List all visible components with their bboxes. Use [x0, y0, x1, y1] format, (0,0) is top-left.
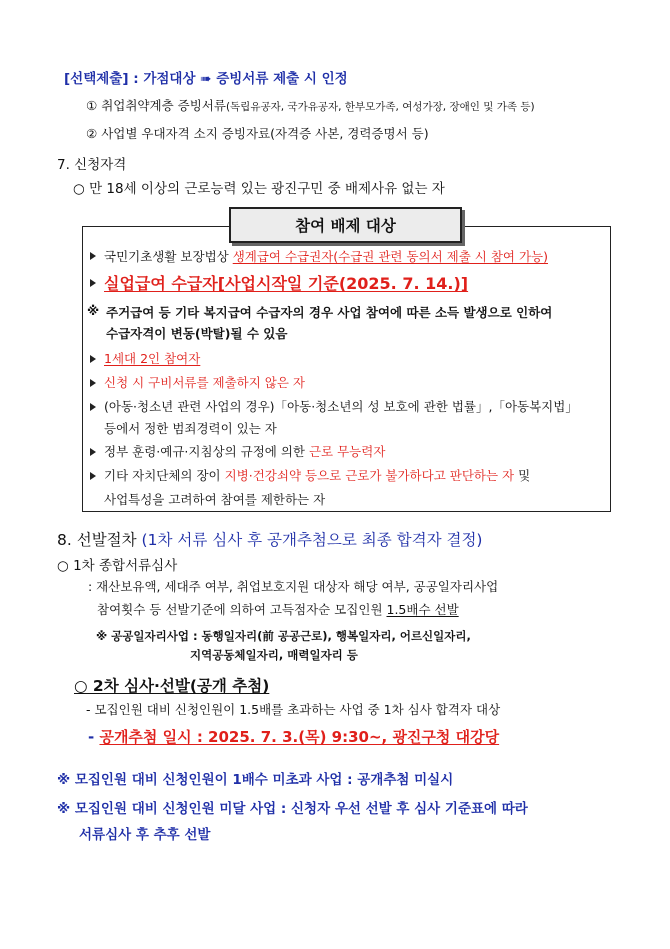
optional-title: 가점대상 — [143, 71, 196, 87]
triangle-bullet-icon — [90, 448, 96, 456]
triangle-bullet-icon — [90, 472, 96, 480]
section8-heading — [57, 528, 482, 550]
optional-colon: : — [128, 71, 144, 87]
step1-line1: : 재산보유액, 세대주 여부, 취업보호지원 대상자 해당 여부, 공공일자리사업 — [88, 579, 499, 594]
exclusion-item-7-line2: 사업특성을 고려하여 참여를 제한하는 자 — [104, 492, 326, 507]
exclusion-note-mark: ※ — [87, 303, 100, 318]
exclusion-item-5-line1: (아동·청소년 관련 사업의 경우)「아동·청소년의 성 보호에 관한 법률」,「아동복지법」 — [104, 399, 578, 414]
step2-heading: ○ 2차 심사·선발(공개 추첨) — [74, 677, 270, 695]
item-highlight: 지병·건강쇠약 등으로 근로가 불가하다고 판단하는 자 — [224, 468, 515, 483]
optional-item-2 — [86, 124, 429, 142]
note-2-cont: 서류심사 후 추후 선발 — [79, 827, 211, 843]
triangle-bullet-icon — [90, 252, 96, 260]
optional-text: 증빙서류 제출 시 인정 — [216, 71, 348, 87]
exclusion-note-line1: 주거급여 등 기타 복지급여 수급자의 경우 사업 참여에 따른 소득 발생으로 인하여 — [106, 305, 553, 320]
item-small: (독립유공자, 국가유공자, 한부모가족, 여성가장, 장애인 및 가족 등) — [225, 101, 535, 113]
optional-item-1 — [86, 96, 535, 114]
dash: - — [88, 728, 100, 746]
item-text: 기타 자치단체의 장이 — [104, 468, 225, 483]
triangle-bullet-icon — [90, 355, 96, 363]
arrow-icon: ➠ — [200, 71, 212, 87]
item-text: 국민기초생활 보장법상 — [104, 249, 233, 264]
eligibility-text: 만 18세 이상의 근로능력 있는 광진구민 중 배제사유 없는 자 — [89, 181, 445, 197]
exclusion-item-1 — [104, 247, 548, 265]
exclusion-title: 참여 배제 대상 — [229, 207, 462, 243]
step1-note-line2: 지역공동체일자리, 매력일자리 등 — [190, 648, 358, 662]
step1-highlight: 1.5배수 선발 — [386, 602, 459, 617]
note-1: ※ 모집인원 대비 신청인원이 1배수 미초과 사업 : 공개추첨 미실시 — [57, 772, 454, 788]
optional-label: [선택제출] — [64, 71, 129, 87]
step1-line2 — [97, 600, 459, 618]
heading-note: (1차 서류 심사 후 공개추첨으로 최종 합격자 결정) — [141, 531, 483, 549]
item-highlight: 근로 무능력자 — [308, 444, 386, 459]
lottery-schedule: 공개추첨 일시 : 2025. 7. 3.(목) 9:30~, 광진구청 대강당 — [99, 728, 500, 746]
step2-line2 — [88, 726, 499, 747]
item-number: ① — [86, 98, 98, 113]
bullet-icon: ○ — [73, 181, 85, 197]
exclusion-item-7-line1 — [104, 466, 530, 484]
item-main: 취업취약계층 증빙서류 — [101, 98, 226, 113]
exclusion-item-5-line2: 등에서 정한 범죄경력이 있는 자 — [104, 421, 277, 436]
heading-text: 8. 선발절차 — [57, 531, 137, 549]
note-2: ※ 모집인원 대비 신청인원 미달 사업 : 신청자 우선 선발 후 심사 기준표에 따라 — [57, 801, 528, 817]
exclusion-note-line2: 수급자격이 변동(박탈)될 수 있음 — [106, 326, 288, 341]
exclusion-item-3: 1세대 2인 참여자 — [104, 351, 201, 366]
section7-heading: 7. 신청자격 — [57, 157, 127, 173]
step1-title: 1차 종합서류심사 — [73, 558, 178, 574]
step1-heading — [57, 554, 177, 574]
bullet-icon: ○ — [57, 558, 69, 574]
triangle-bullet-icon — [90, 403, 96, 411]
exclusion-item-2: 실업급여 수급자[사업시작일 기준(2025. 7. 14.)] — [104, 274, 469, 293]
step1-note-line1: ※ 공공일자리사업 : 동행일자리(前 공공근로), 행복일자리, 어르신일자리, — [96, 629, 471, 643]
exclusion-item-6 — [104, 442, 385, 460]
triangle-bullet-icon — [90, 279, 96, 287]
item-highlight: 생계급여 수급권자(수급권 관련 동의서 제출 시 참여 가능) — [232, 249, 548, 264]
optional-submission-line — [64, 67, 348, 87]
exclusion-item-4: 신청 시 구비서류를 제출하지 않은 자 — [104, 375, 305, 390]
item-text: 정부 훈령·예규·지침상의 규정에 의한 — [104, 444, 309, 459]
item-number: ② — [86, 126, 98, 141]
triangle-bullet-icon — [90, 379, 96, 387]
item-main: 사업별 우대자격 소지 증빙자료(자격증 사본, 경력증명서 등) — [101, 126, 429, 141]
step2-line1: - 모집인원 대비 신청인원이 1.5배를 초과하는 사업 중 1차 심사 합격자 대상 — [86, 702, 501, 717]
section7-eligibility — [73, 177, 445, 197]
item-text-end: 및 — [514, 468, 531, 483]
step1-text: 참여횟수 등 선발기준에 의하여 고득점자순 모집인원 — [97, 602, 387, 617]
